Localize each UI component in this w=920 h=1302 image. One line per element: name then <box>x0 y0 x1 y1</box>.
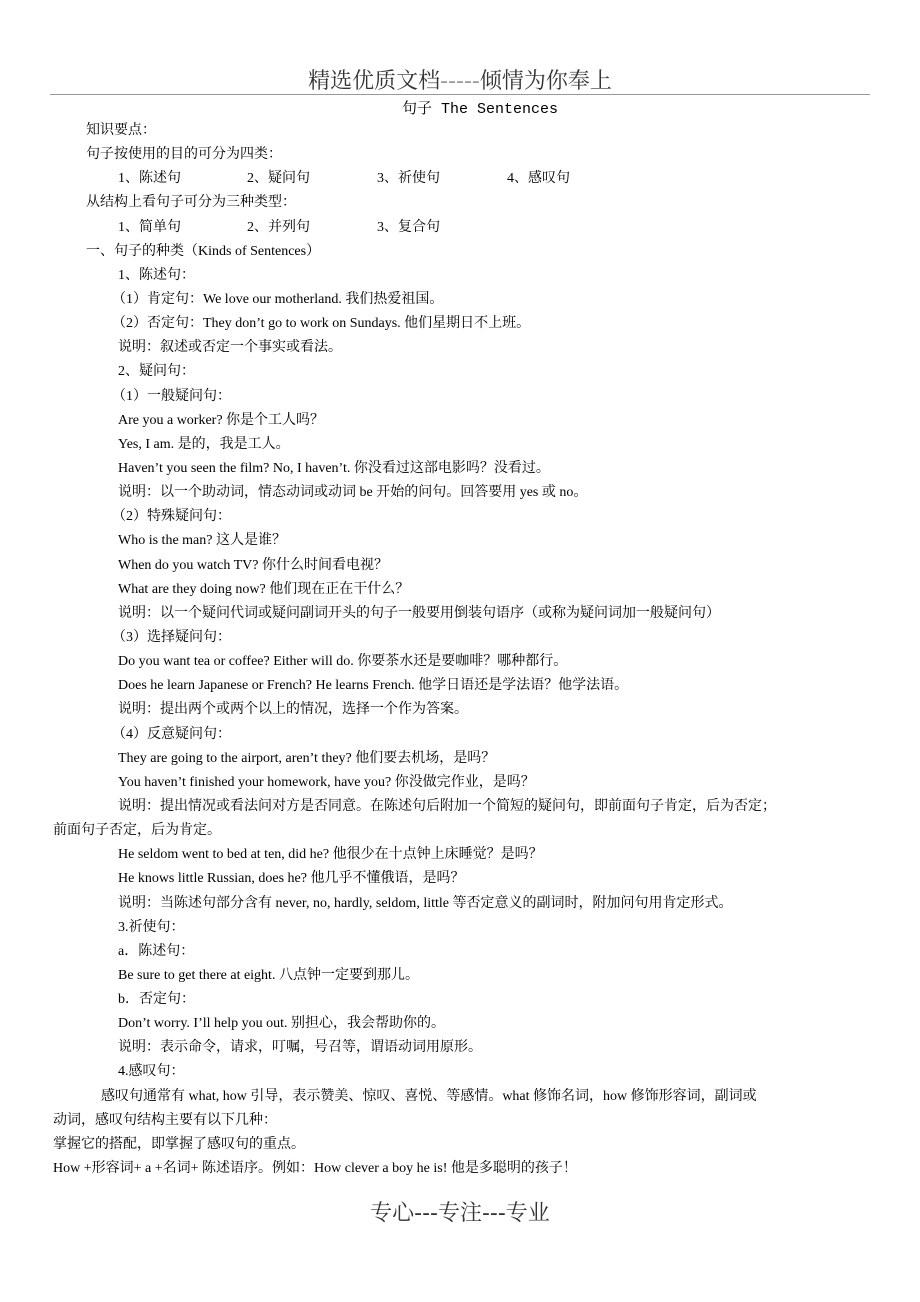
paragraph: 感叹句通常有 what, how 引导，表示赞美、惊叹、喜悦、等感情。what 修饰名词，how 修饰形容词，副词或 <box>101 1088 757 1104</box>
paragraph: （2）否定句：They don’t go to work on Sundays. 他们星期日不上班。 <box>112 316 531 332</box>
subheading: 1、陈述句： <box>118 267 195 283</box>
subheading: 4.感叹句： <box>118 1064 185 1080</box>
paragraph: 说明：以一个疑问代词或疑问副词开头的句子一般要用倒装句语序（或称为疑问词加一般疑问句） <box>118 605 720 621</box>
paragraph: 说明：当陈述句部分含有 never, no, hardly, seldom, little 等否定意义的副词时，附加问句用肯定形式。 <box>118 895 733 911</box>
paragraph: Who is the man? 这人是谁？ <box>118 533 286 549</box>
subheading: （4）反意疑问句： <box>112 726 231 742</box>
subheading: （3）选择疑问句： <box>112 629 231 645</box>
type-item: 3、祈使句 <box>377 171 440 187</box>
subheading: 3.祈使句： <box>118 919 185 935</box>
paragraph: Yes, I am. 是的，我是工人。 <box>118 436 290 452</box>
document-body <box>0 119 920 1181</box>
paragraph: 说明：叙述或否定一个事实或看法。 <box>118 340 342 356</box>
type-item: 1、陈述句 <box>118 171 181 187</box>
type-item: 1、简单句 <box>118 219 181 235</box>
paragraph: 说明：以一个助动词，情态动词或动词 be 开始的问句。回答要用 yes 或 no。 <box>118 485 588 501</box>
paragraph: He seldom went to bed at ten, did he? 他很少在十点钟上床睡觉？是吗？ <box>118 847 543 863</box>
type-item: 4、感叹句 <box>507 171 570 187</box>
subheading: （2）特殊疑问句： <box>112 509 231 525</box>
header-rule <box>50 94 870 95</box>
purpose-types-row <box>0 167 920 191</box>
paragraph: （1）肯定句：We love our motherland. 我们热爱祖国。 <box>112 291 444 307</box>
subheading: 2、疑问句： <box>118 364 195 380</box>
subheading: （1）一般疑问句： <box>112 388 231 404</box>
paragraph: Don’t worry. I’ll help you out. 别担心，我会帮助你的。 <box>118 1016 446 1032</box>
paragraph: Does he learn Japanese or French? He learns French. 他学日语还是学法语？他学法语。 <box>118 678 629 694</box>
subheading: a．陈述句： <box>118 943 195 959</box>
page-footer: 专心---专注---专业 <box>370 1201 550 1226</box>
paragraph: 掌握它的搭配，即掌握了感叹句的重点。 <box>53 1136 305 1152</box>
paragraph: They are going to the airport, aren’t they? 他们要去机场，是吗？ <box>118 750 496 766</box>
structure-types-row <box>0 216 920 240</box>
paragraph: You haven’t finished your homework, have you? 你没做完作业，是吗？ <box>118 774 535 790</box>
paragraph: What are they doing now? 他们现在正在干什么？ <box>118 581 410 597</box>
paragraph: 从结构上看句子可分为三种类型： <box>86 195 296 211</box>
paragraph: 说明：提出情况或看法问对方是否同意。在陈述句后附加一个简短的疑问句，即前面句子肯定，后为否定； <box>118 798 776 814</box>
paragraph: 前面句子否定，后为肯定。 <box>53 823 221 839</box>
paragraph: Do you want tea or coffee? Either will do. 你要茶水还是要咖啡？哪种都行。 <box>118 654 568 670</box>
paragraph: 动词，感叹句结构主要有以下几种： <box>53 1112 277 1128</box>
paragraph: When do you watch TV? 你什么时间看电视？ <box>118 557 388 573</box>
paragraph: 知识要点： <box>86 123 156 138</box>
paragraph: 说明：提出两个或两个以上的情况，选择一个作为答案。 <box>118 702 468 718</box>
section-heading: 一、句子的种类（Kinds of Sentences） <box>86 243 321 259</box>
type-item: 2、并列句 <box>247 219 310 235</box>
page-header: 精选优质文档-----倾情为你奉上 <box>308 69 612 94</box>
paragraph: Be sure to get there at eight. 八点钟一定要到那儿。 <box>118 967 419 983</box>
document-title: 句子 The Sentences <box>401 101 559 118</box>
paragraph: 说明：表示命令，请求，叮嘱，号召等，谓语动词用原形。 <box>118 1040 482 1056</box>
paragraph: 句子按使用的目的可分为四类： <box>86 147 282 163</box>
paragraph: Haven’t you seen the film? No, I haven’t. 你没看过这部电影吗？没看过。 <box>118 460 550 476</box>
paragraph: He knows little Russian, does he? 他几乎不懂俄语，是吗？ <box>118 871 465 887</box>
paragraph: Are you a worker? 你是个工人吗？ <box>118 412 325 428</box>
subheading: b．否定句： <box>118 992 195 1008</box>
type-item: 3、复合句 <box>377 219 440 235</box>
type-item: 2、疑问句 <box>247 171 310 187</box>
paragraph: How +形容词+ a +名词+ 陈述语序。例如：How clever a boy he is! 他是多聪明的孩子！ <box>53 1161 577 1177</box>
